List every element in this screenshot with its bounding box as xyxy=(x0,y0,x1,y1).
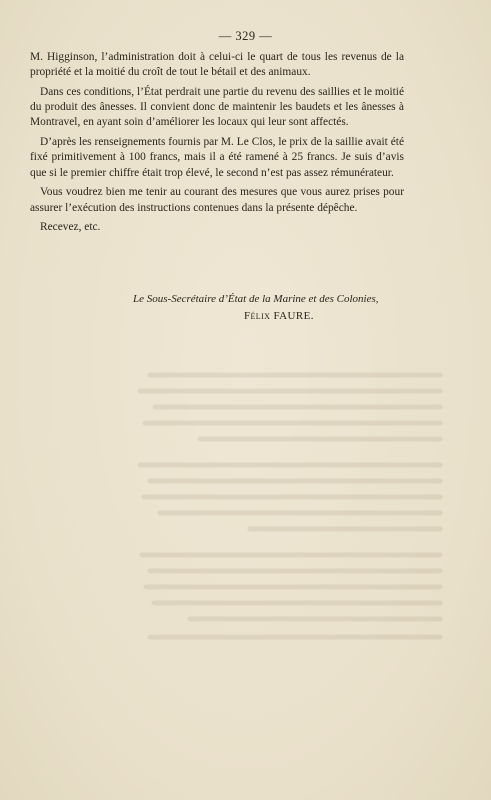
paragraph-1: M. Higginson, l’administration doit à celui-ci le quart de tous les revenus de la propriété et la moitié du croît de tout le bétail et des animaux. xyxy=(30,51,404,79)
paragraph-4: Vous voudrez bien me tenir au courant des mesures que vous aurez prises pour assurer l’exécution des instructions contenues dans la présente dépêche. xyxy=(30,186,404,214)
letter-body xyxy=(30,50,404,236)
closing-line: Recevez, etc. xyxy=(40,221,101,234)
paragraph-2: Dans ces conditions, l’État perdrait une partie du revenu des saillies et le moitié du produit des ânesses. Il convient donc de maintenir les baudets et les ânesses à Montravel, en ayant soin d’améliorer les locaux qui leur sont affectés. xyxy=(30,86,404,129)
page-number: — 329 — xyxy=(218,29,273,43)
signatory-name: Félix FAURE. xyxy=(244,310,314,322)
paragraph-3: D’après les renseignements fournis par M. Le Clos, le prix de la saillie avait été fixé primitivement à 100 francs, mais il a été ramené à 25 francs. Je suis d’avis que si le premier chiffre était trop élevé, le second n’est pas assez rémunérateur. xyxy=(30,136,404,179)
bleed-lines xyxy=(120,365,450,650)
signatory-title: Le Sous-Secrétaire d’État de la Marine et des Colonies, xyxy=(133,293,379,305)
show-through-texture xyxy=(120,365,450,650)
